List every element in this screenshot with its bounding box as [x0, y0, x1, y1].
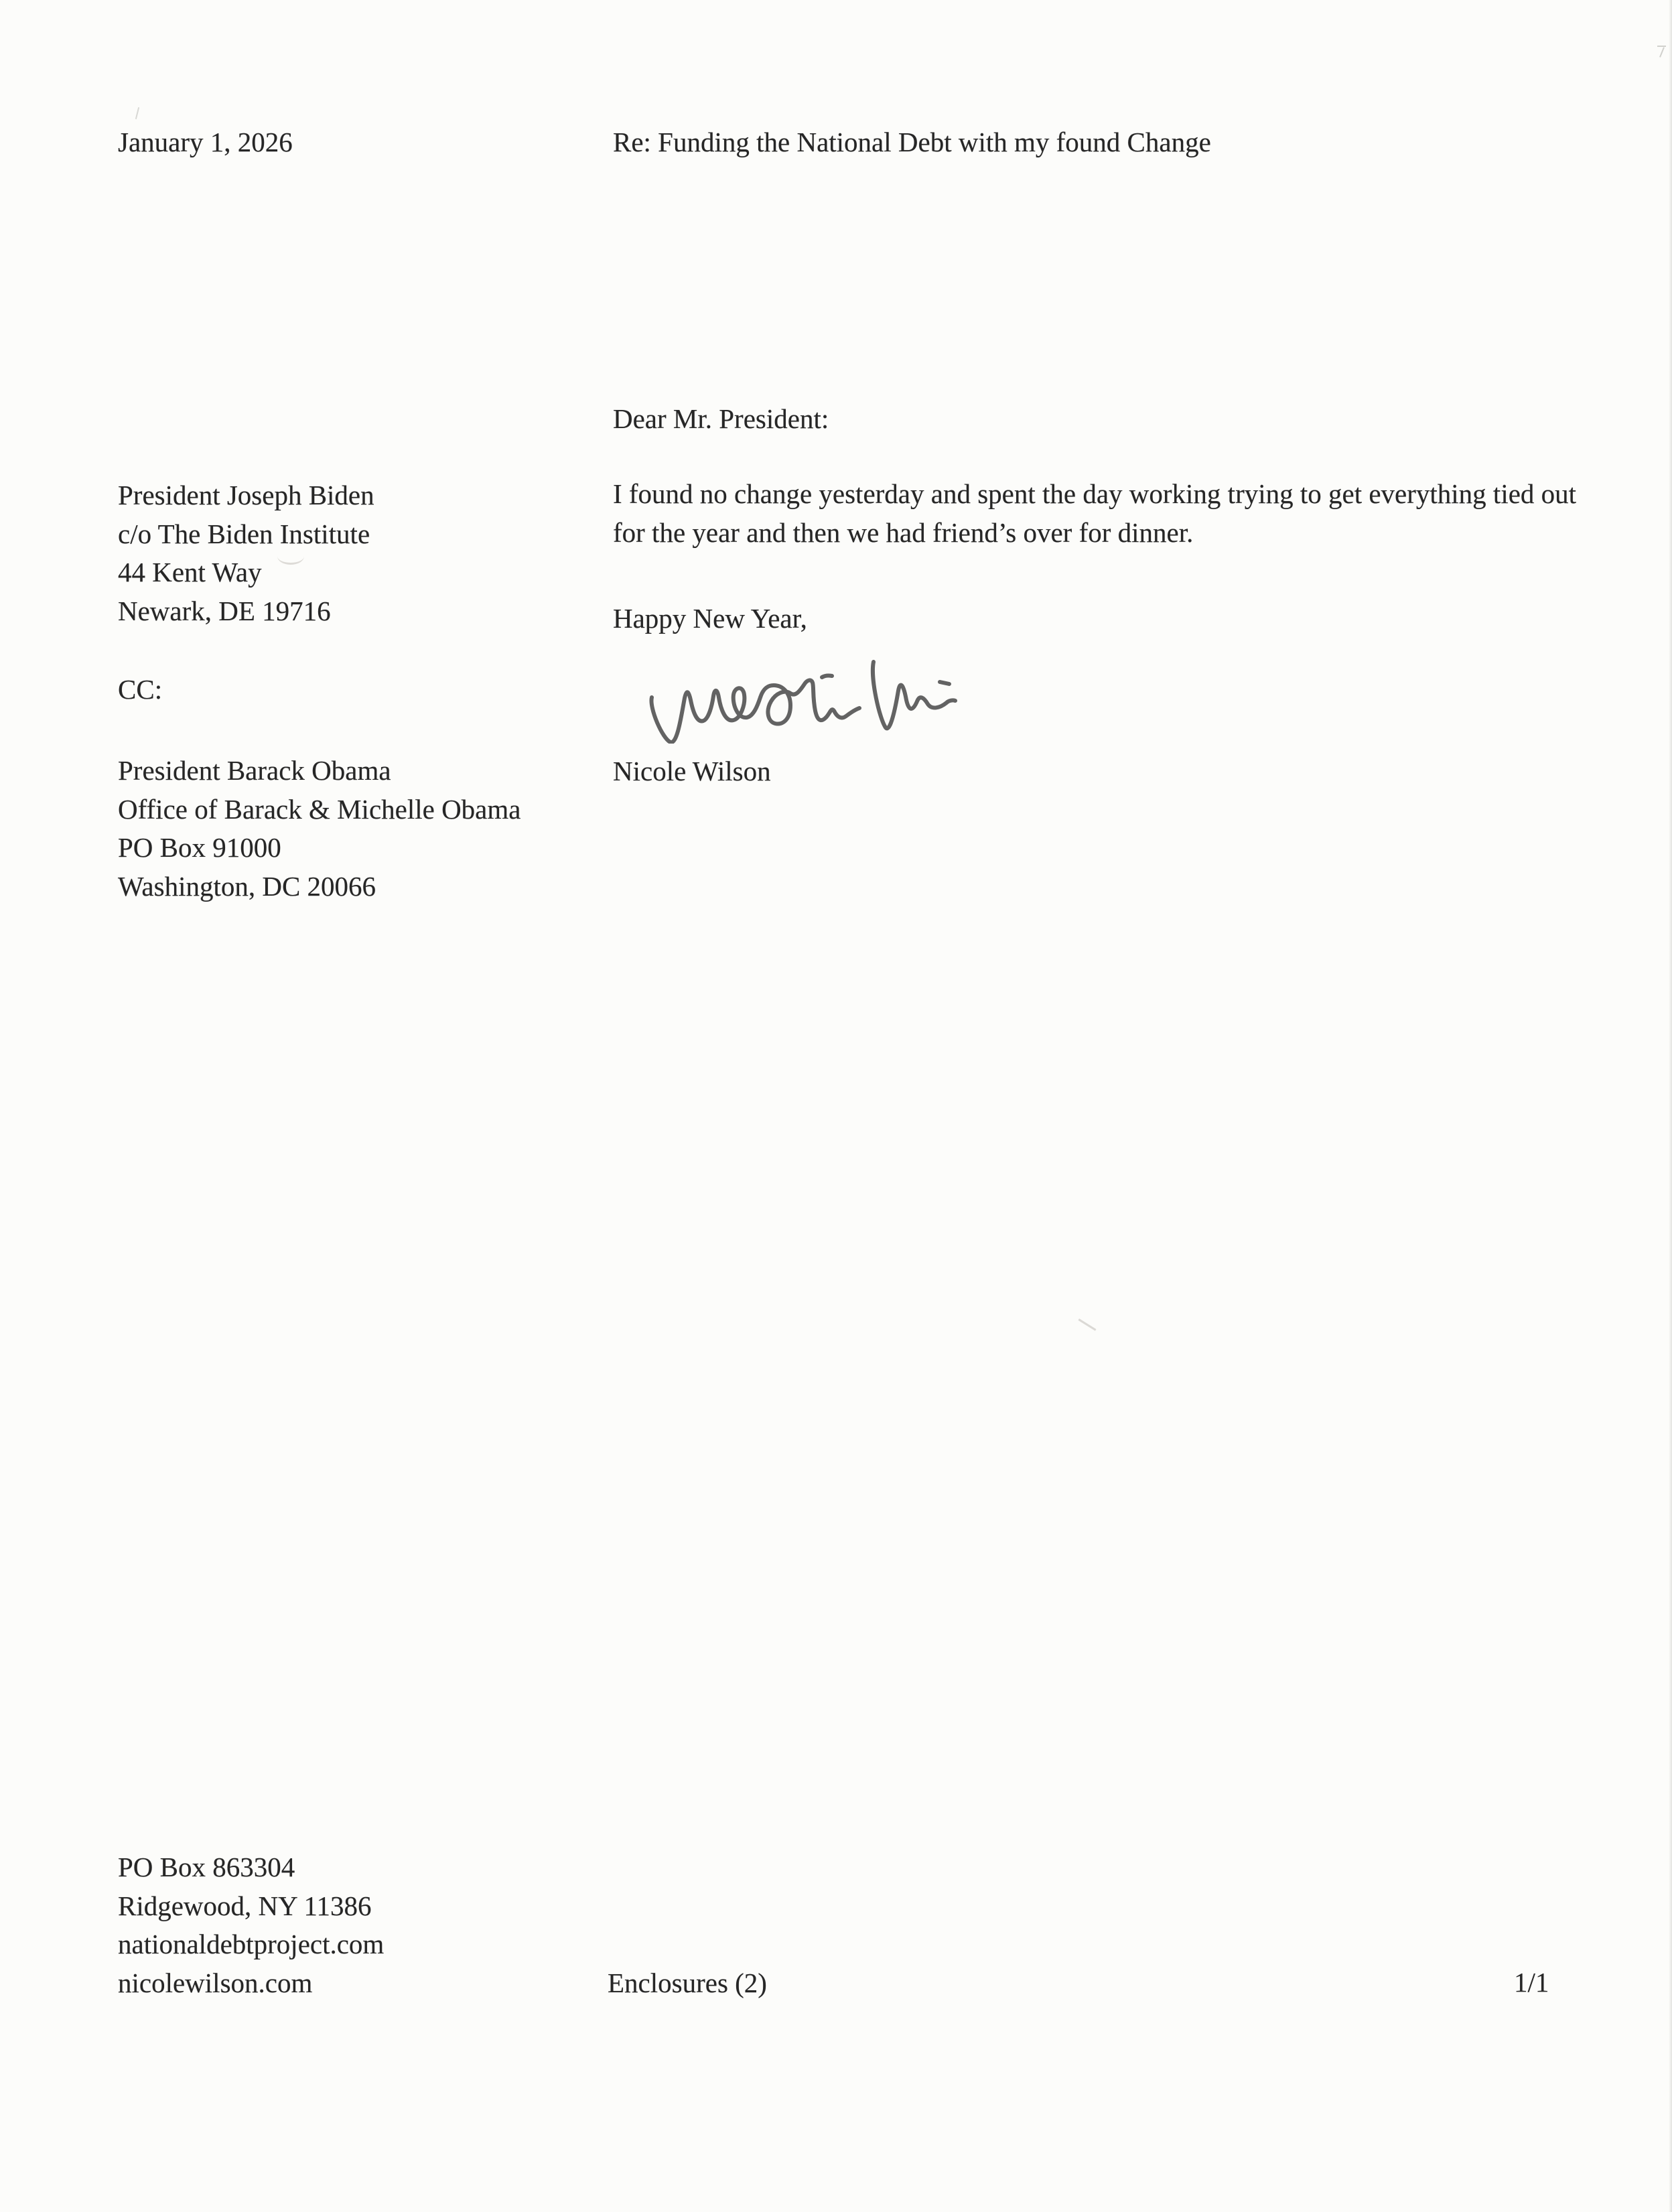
handwritten-signature: [646, 659, 958, 744]
recipient-line: Newark, DE 19716: [118, 595, 331, 626]
letter-body: I found no change yesterday and spent the day working trying to get everything tied out for the year and then we had friend’s over for dinner.: [613, 478, 1577, 548]
sender-line: Ridgewood, NY 11386: [118, 1890, 372, 1921]
cc-line: Washington, DC 20066: [118, 870, 376, 902]
cc-line: President Barack Obama: [118, 755, 391, 786]
sender-line: PO Box 863304: [118, 1852, 295, 1882]
recipient-address: [118, 476, 374, 630]
scan-artifact: [1078, 1318, 1096, 1330]
scan-artifact: [1657, 46, 1666, 47]
cc-label: CC:: [118, 674, 163, 705]
sender-address: [118, 1848, 384, 2002]
recipient-line: President Joseph Biden: [118, 480, 374, 510]
page-number: 1/1: [1514, 1967, 1549, 1998]
recipient-line: c/o The Biden Institute: [118, 518, 370, 549]
scan-artifact: [135, 107, 139, 119]
recipient-line: 44 Kent Way: [118, 557, 262, 587]
scan-artifact: [1659, 47, 1665, 58]
enclosures-note: Enclosures (2): [608, 1967, 767, 1998]
signer-name: Nicole Wilson: [613, 756, 771, 786]
letter-date: January 1, 2026: [118, 127, 293, 157]
scan-edge-shadow: [1669, 0, 1672, 2212]
salutation: Dear Mr. President:: [613, 403, 829, 434]
sender-line: nicolewilson.com: [118, 1967, 313, 1998]
sender-line: nationaldebtproject.com: [118, 1929, 385, 1959]
cc-line: Office of Barack & Michelle Obama: [118, 793, 521, 825]
cc-address: [118, 752, 520, 906]
closing-line: Happy New Year,: [613, 603, 807, 634]
cc-line: PO Box 91000: [118, 832, 281, 863]
subject-line: Re: Funding the National Debt with my found Change: [613, 127, 1211, 157]
